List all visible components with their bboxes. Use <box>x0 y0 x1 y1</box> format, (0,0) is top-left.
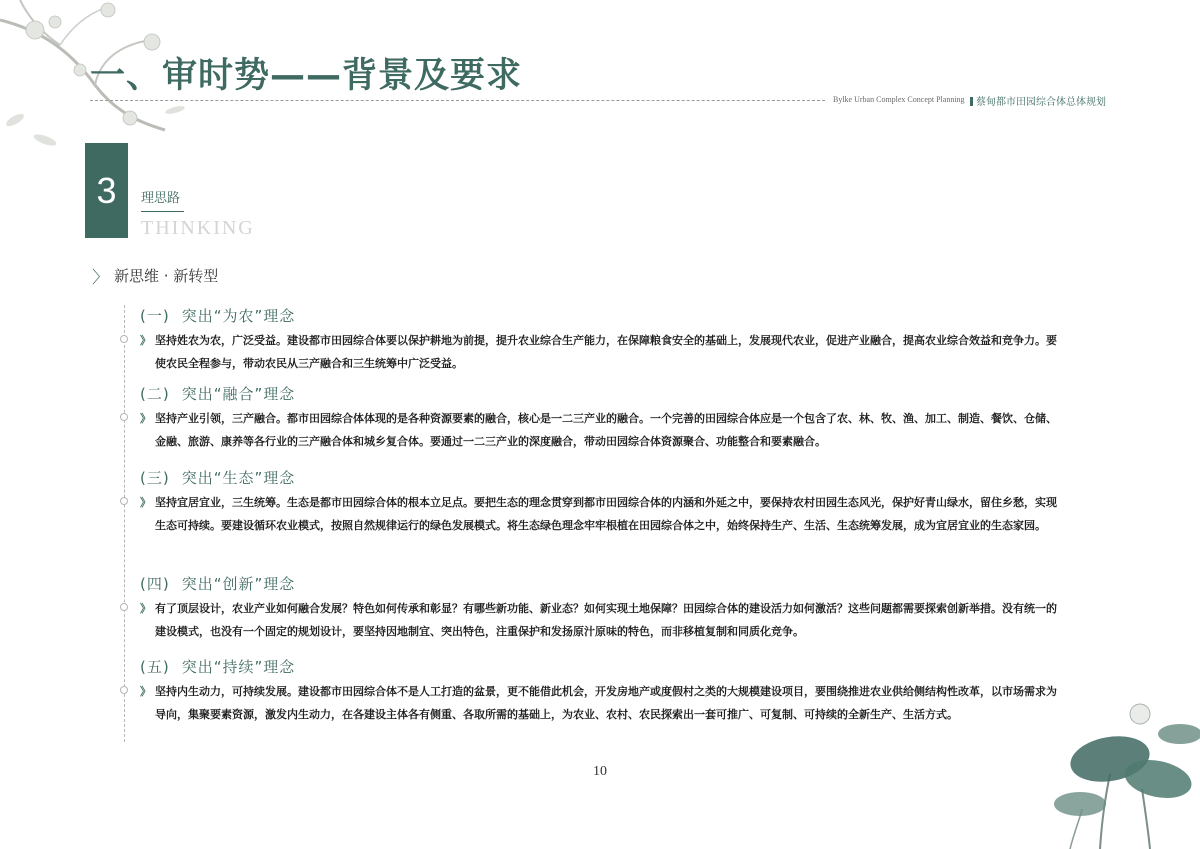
subheading <box>92 263 218 288</box>
timeline-line <box>124 305 125 742</box>
principle-title: 突出“生态”理念 <box>181 469 296 487</box>
principle-title: 突出“融合”理念 <box>181 385 296 403</box>
title-divider <box>90 100 825 101</box>
principle-title: 突出“持续”理念 <box>181 658 296 676</box>
principle-title: 突出“创新”理念 <box>181 575 296 593</box>
section-english-watermark: THINKING <box>141 217 255 239</box>
timeline-dot <box>120 497 128 505</box>
double-chevron-icon: 》 <box>140 412 151 425</box>
section-title-underline <box>141 211 184 212</box>
principle-number: (五) <box>140 658 170 676</box>
double-chevron-icon: 》 <box>140 685 151 698</box>
principle-body <box>140 680 1060 726</box>
principle-item-5 <box>140 656 1060 726</box>
principle-heading <box>140 383 1060 404</box>
principle-text: 坚持宜居宜业，三生统筹。生态是都市田园综合体的根本立足点。要把生态的理念贯穿到都市田园综合体的内涵和外延之中，要保持农村田园生态风光，保护好青山绿水，留住乡愁，实现生态可持续。要建设循环农业模式，按照自然规律运行的绿色发展模式。将生态绿色理念牢牢根植在田园综合体之中，始终保持生产、生活、生态统筹发展，成为宜居宜业的生态家园。 <box>155 496 1057 532</box>
principle-title: 突出“为农”理念 <box>181 307 296 325</box>
principle-heading <box>140 656 1060 677</box>
principle-item-3 <box>140 467 1060 537</box>
timeline-dot <box>120 413 128 421</box>
principle-text: 有了顶层设计，农业产业如何融合发展？特色如何传承和彰显？有哪些新功能、新业态？如何实现土地保障？田园综合体的建设活力如何激活？这些问题都需要探索创新举措。没有统一的建设模式，也没有一个固定的规划设计，要坚持因地制宜、突出特色，注重保护和发扬原汁原味的特色，而非移植复制和同质化竞争。 <box>155 602 1057 638</box>
principle-body <box>140 491 1060 537</box>
principle-number: (二) <box>140 385 170 403</box>
principle-heading <box>140 305 1060 326</box>
principle-heading <box>140 467 1060 488</box>
timeline-dot <box>120 335 128 343</box>
principle-number: (三) <box>140 469 170 487</box>
principle-item-2 <box>140 383 1060 453</box>
principle-body <box>140 329 1060 375</box>
principle-text: 坚持产业引领，三产融合。都市田园综合体体现的是各种资源要素的融合，核心是一二三产业的融合。一个完善的田园综合体应是一个包含了农、林、牧、渔、加工、制造、餐饮、仓储、金融、旅游、康养等各行业的三产融合体和城乡复合体。要通过一二三产业的深度融合，带动田园综合体资源聚合、功能整合和要素融合。 <box>155 412 1057 448</box>
principle-text: 坚持内生动力，可持续发展。建设都市田园综合体不是人工打造的盆景，更不能借此机会，开发房地产或度假村之类的大规模建设项目，要围绕推进农业供给侧结构性改革，以市场需求为导向，集聚要素资源，激发内生动力，在各建设主体各有侧重、各取所需的基础上，为农业、农村、农民探索出一套可推广、可复制、可持续的全新生产、生活方式。 <box>155 685 1057 721</box>
header-subtitle-english: Bylke Urban Complex Concept Planning <box>833 95 965 104</box>
principle-number: (一) <box>140 307 170 325</box>
principle-body <box>140 597 1060 643</box>
double-chevron-icon: 》 <box>140 496 151 509</box>
subheading-text: 新思维 · 新转型 <box>114 267 219 285</box>
header-subtitle-chinese: 蔡甸都市田园综合体总体规划 <box>970 93 1106 108</box>
principle-number: (四) <box>140 575 170 593</box>
section-title: 理思路 <box>141 191 181 206</box>
double-chevron-icon: 》 <box>140 602 151 615</box>
principle-text: 坚持姓农为农，广泛受益。建设都市田园综合体要以保护耕地为前提，提升农业综合生产能力，在保障粮食安全的基础上，发展现代农业，促进产业融合，提高农业综合效益和竞争力。要使农民全程参与，带动农民从三产融合和三生统筹中广泛受益。 <box>155 334 1057 370</box>
double-chevron-icon: 》 <box>140 334 151 347</box>
principle-item-4 <box>140 573 1060 643</box>
page-title: 一、审时势——背景及要求 <box>90 56 523 96</box>
page-number: 10 <box>593 764 607 779</box>
timeline-dot <box>120 603 128 611</box>
principle-heading <box>140 573 1060 594</box>
principle-item-1 <box>140 305 1060 375</box>
chevron-right-icon: 〉 <box>92 268 109 288</box>
timeline-dot <box>120 686 128 694</box>
principle-body <box>140 407 1060 453</box>
section-number-badge: 3 <box>85 143 128 238</box>
